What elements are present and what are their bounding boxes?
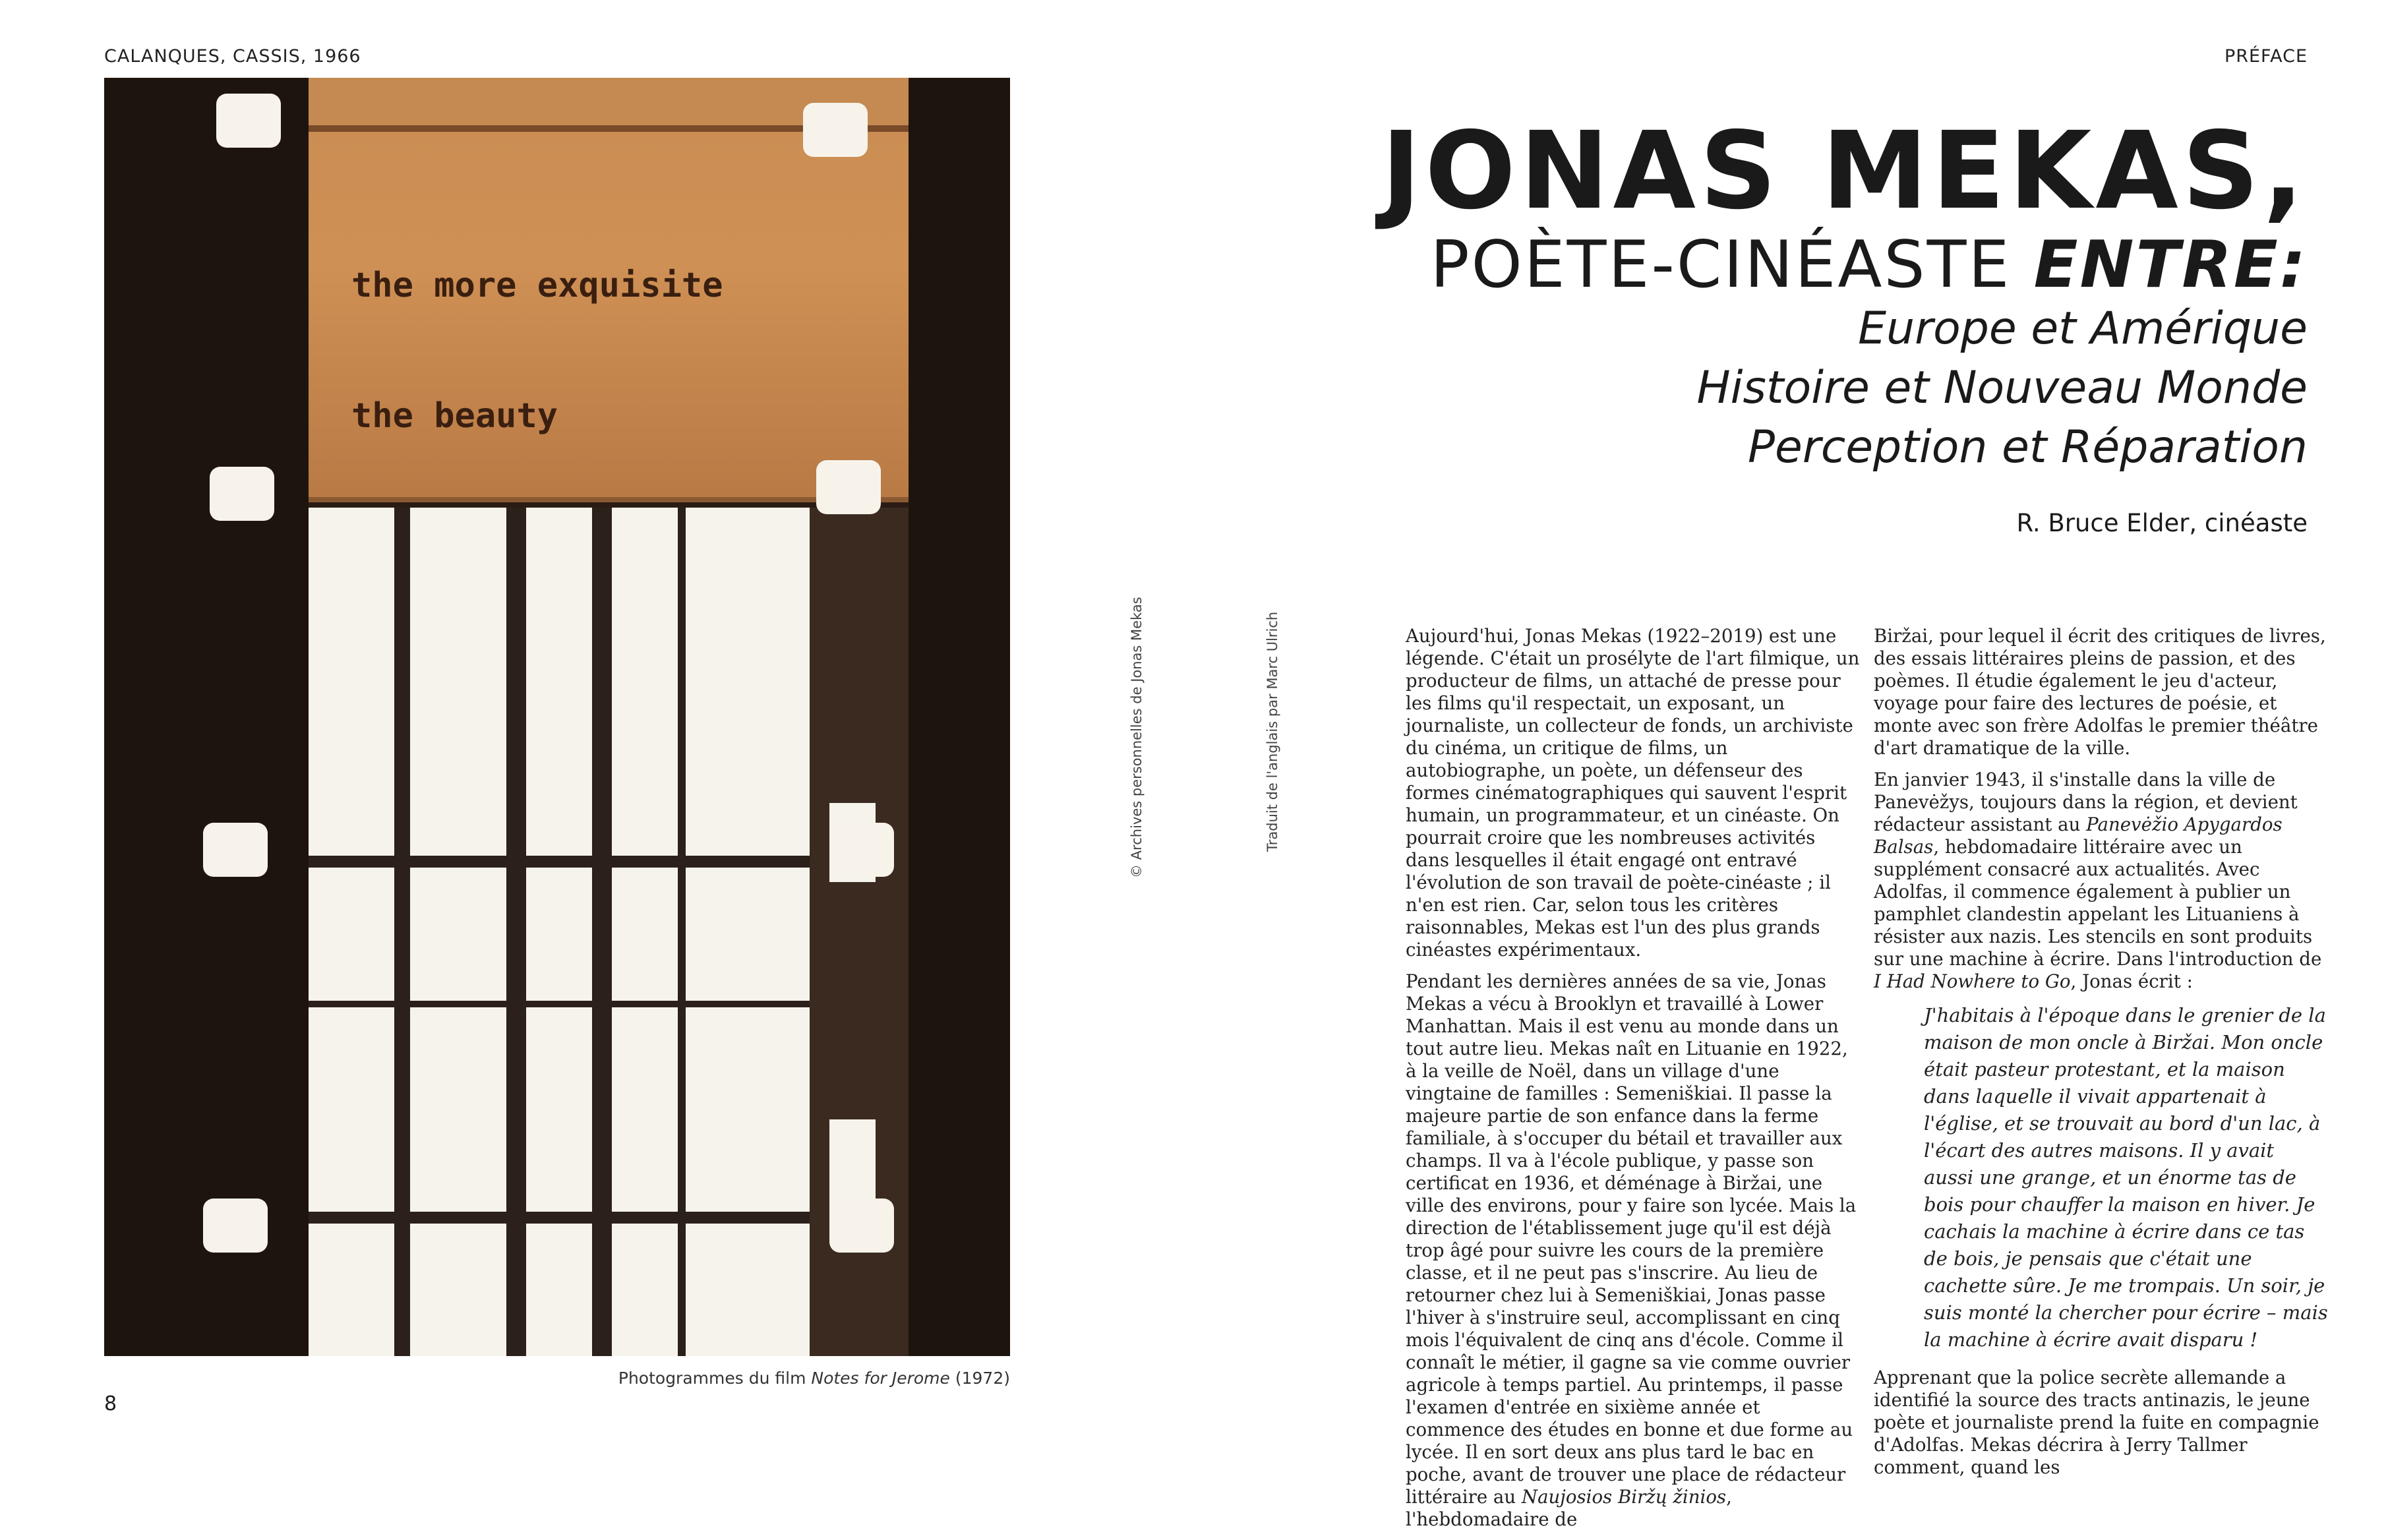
film-perforation <box>210 467 274 521</box>
running-head-right: PRÉFACE <box>2224 46 2308 67</box>
newspaper-title: Naujosios Biržų žinios <box>1521 1486 1727 1508</box>
article-title <box>1381 109 2308 477</box>
body-column-2 <box>1874 625 2329 1488</box>
film-edge-left <box>104 78 309 1356</box>
caption-prefix: Photogrammes du film <box>618 1369 812 1388</box>
title-main: JONAS MEKAS, <box>1381 109 2308 233</box>
film-perforation <box>816 460 881 514</box>
paragraph: Apprenant que la police secrète allemande a identifié la source des tracts antinazis, le jeune poète et journaliste prend la fuite en compagnie d'Adolfas. Mekas décrira à Jerry Tallmer comment, quand les <box>1874 1367 2319 1478</box>
newspaper-title: Panevėžio Apygardos Balsas <box>1874 814 2283 858</box>
film-perforation <box>829 1199 894 1253</box>
film-text-line: the beauty <box>351 396 558 436</box>
film-perforation <box>803 103 868 157</box>
window-mullion <box>506 508 526 1356</box>
book-title: I Had Nowhere to Go <box>1874 970 2071 992</box>
paragraph-text: , Jonas écrit : <box>2070 970 2193 992</box>
frame-line <box>309 856 810 868</box>
photo-credit: © Archives personnelles de Jonas Mekas <box>1129 597 1145 878</box>
film-edge-right <box>909 78 1010 1356</box>
translator-credit: Traduit de l'anglais par Marc Ulrich <box>1265 611 1280 852</box>
window-mullion <box>592 508 612 1356</box>
body-column-1 <box>1406 625 1861 1540</box>
film-text-line: the more exquisite <box>351 266 723 305</box>
title-subtitle <box>1381 227 2308 303</box>
block-quote: J'habitais à l'époque dans le grenier de la maison de mon oncle à Biržai. Mon oncle était pasteur protestant, et la maison dans laquelle il vivait appartenait à l'église, et se trouvait au bord d'un lac, à l'écart des autres maisons. Il y avait aussi une grange, et un énorme tas de bois pour chauffer la maison en hiver. Je cachais la machine à écrire dans ce tas de bois, je pensais que c'était une cachette sûre. Je me trompais. Un soir, je suis monté la chercher pour écrire – mais la machine à écrire avait disparu ! <box>1924 1004 2328 1351</box>
frame-line <box>309 1212 810 1224</box>
subtitle-regular: POÈTE-CINÉASTE <box>1430 227 2034 303</box>
page-number: 8 <box>104 1392 117 1415</box>
caption-year: (1972) <box>949 1369 1010 1388</box>
paragraph: Aujourd'hui, Jonas Mekas (1922–2019) est une légende. C'était un prosélyte de l'art filmique, un producteur de films, un attaché de presse pour les films qu'il respectait, un exposant, un journaliste, un collecteur de fonds, un archiviste du cinéma, un critique de films, un autobiographe, un poète, un défenseur des formes cinématographiques qui sauvent l'esprit humain, un programmateur, et un cinéaste. On pourrait croire que les nombreuses activités dans lesquelles il était engagé ont entravé l'évolution de son travail de poète-cinéaste ; il n'en est rien. Car, selon tous les critères raisonnables, Mekas est l'un des plus grands cinéastes expérimentaux. <box>1406 625 1860 961</box>
title-line-1: Europe et Amérique <box>1858 303 2308 355</box>
frame-line <box>309 1001 810 1007</box>
film-perforation <box>203 1199 268 1253</box>
film-perforation <box>203 823 268 877</box>
film-perforation <box>216 94 281 148</box>
photo-caption <box>618 1369 1010 1388</box>
film-strip-photo <box>104 78 1010 1356</box>
paragraph: Biržai, pour lequel il écrit des critiques de livres, des essais littéraires pleins de passion, et des poèmes. Il étudie également le jeu d'acteur, voyage pour faire des lectures de poésie, et monte avec son frère Adolfas le premier théâtre d'art dramatique de la ville. <box>1874 625 2326 759</box>
window-mullion <box>678 508 686 1356</box>
title-line-2: Histoire et Nouveau Monde <box>1696 362 2308 414</box>
paragraph-text: , l'hebdomadaire de <box>1406 1486 1732 1530</box>
running-head-left: CALANQUES, CASSIS, 1966 <box>104 46 361 67</box>
title-line-3: Perception et Réparation <box>1748 421 2308 473</box>
paragraph-text: En janvier 1943, il s'installe dans la ville de Panevėžys, toujours dans la région, et devient rédacteur assistant au <box>1874 769 2298 835</box>
paragraph <box>1874 769 2329 993</box>
caption-film-title: Notes for Jerome <box>811 1369 950 1388</box>
author-byline: R. Bruce Elder, cinéaste <box>2016 509 2308 537</box>
film-perforation <box>829 823 894 877</box>
window-mullion <box>394 508 410 1356</box>
window-pane <box>829 1119 876 1212</box>
paragraph <box>1406 970 1861 1531</box>
subtitle-bold: ENTRE: <box>2033 227 2308 303</box>
paragraph-text: Pendant les dernières années de sa vie, Jonas Mekas a vécu à Brooklyn et travaillé à Lower Manhattan. Mais il est venu au monde dans un tout autre lieu. Mekas naît en Lituanie en 1922, à la veille de Noël, dans un village d'une vingtaine de familles : Semeniškiai. Il passe la majeure partie de son enfance dans la ferme familiale, à s'occuper du bétail et travailler aux champs. Il va à l'école publique, y passe son certificat en 1936, et déménage à Biržai, une ville des environs, pour y faire son lycée. Mais la direction de l'établissement juge qu'il est déjà trop âgé pour suivre les cours de la première classe, et il ne peut pas s'inscrire. Au lieu de retourner chez lui à Semeniškiai, Jonas passe l'hiver à s'instruire seul, accomplissant en cinq mois l'équivalent de cinq ans d'école. Comme il connaît le métier, il gagne sa vie comme ouvrier agricole à temps partiel. Au printemps, il passe l'examen d'entrée en sixième année et commence des études en bonne et due forme au lycée. Il en sort deux ans plus tard le bac en poche, avant de trouver une place de rédacteur littéraire au <box>1406 970 1857 1508</box>
paragraph-text: , hebdomadaire littéraire avec un supplément consacré aux actualités. Avec Adolfas, il commence également à publier un pamphlet clandestin appelant les Lituaniens à résister aux nazis. Les stencils en sont produits sur une machine à écrire. Dans l'introduction de <box>1874 836 2322 970</box>
